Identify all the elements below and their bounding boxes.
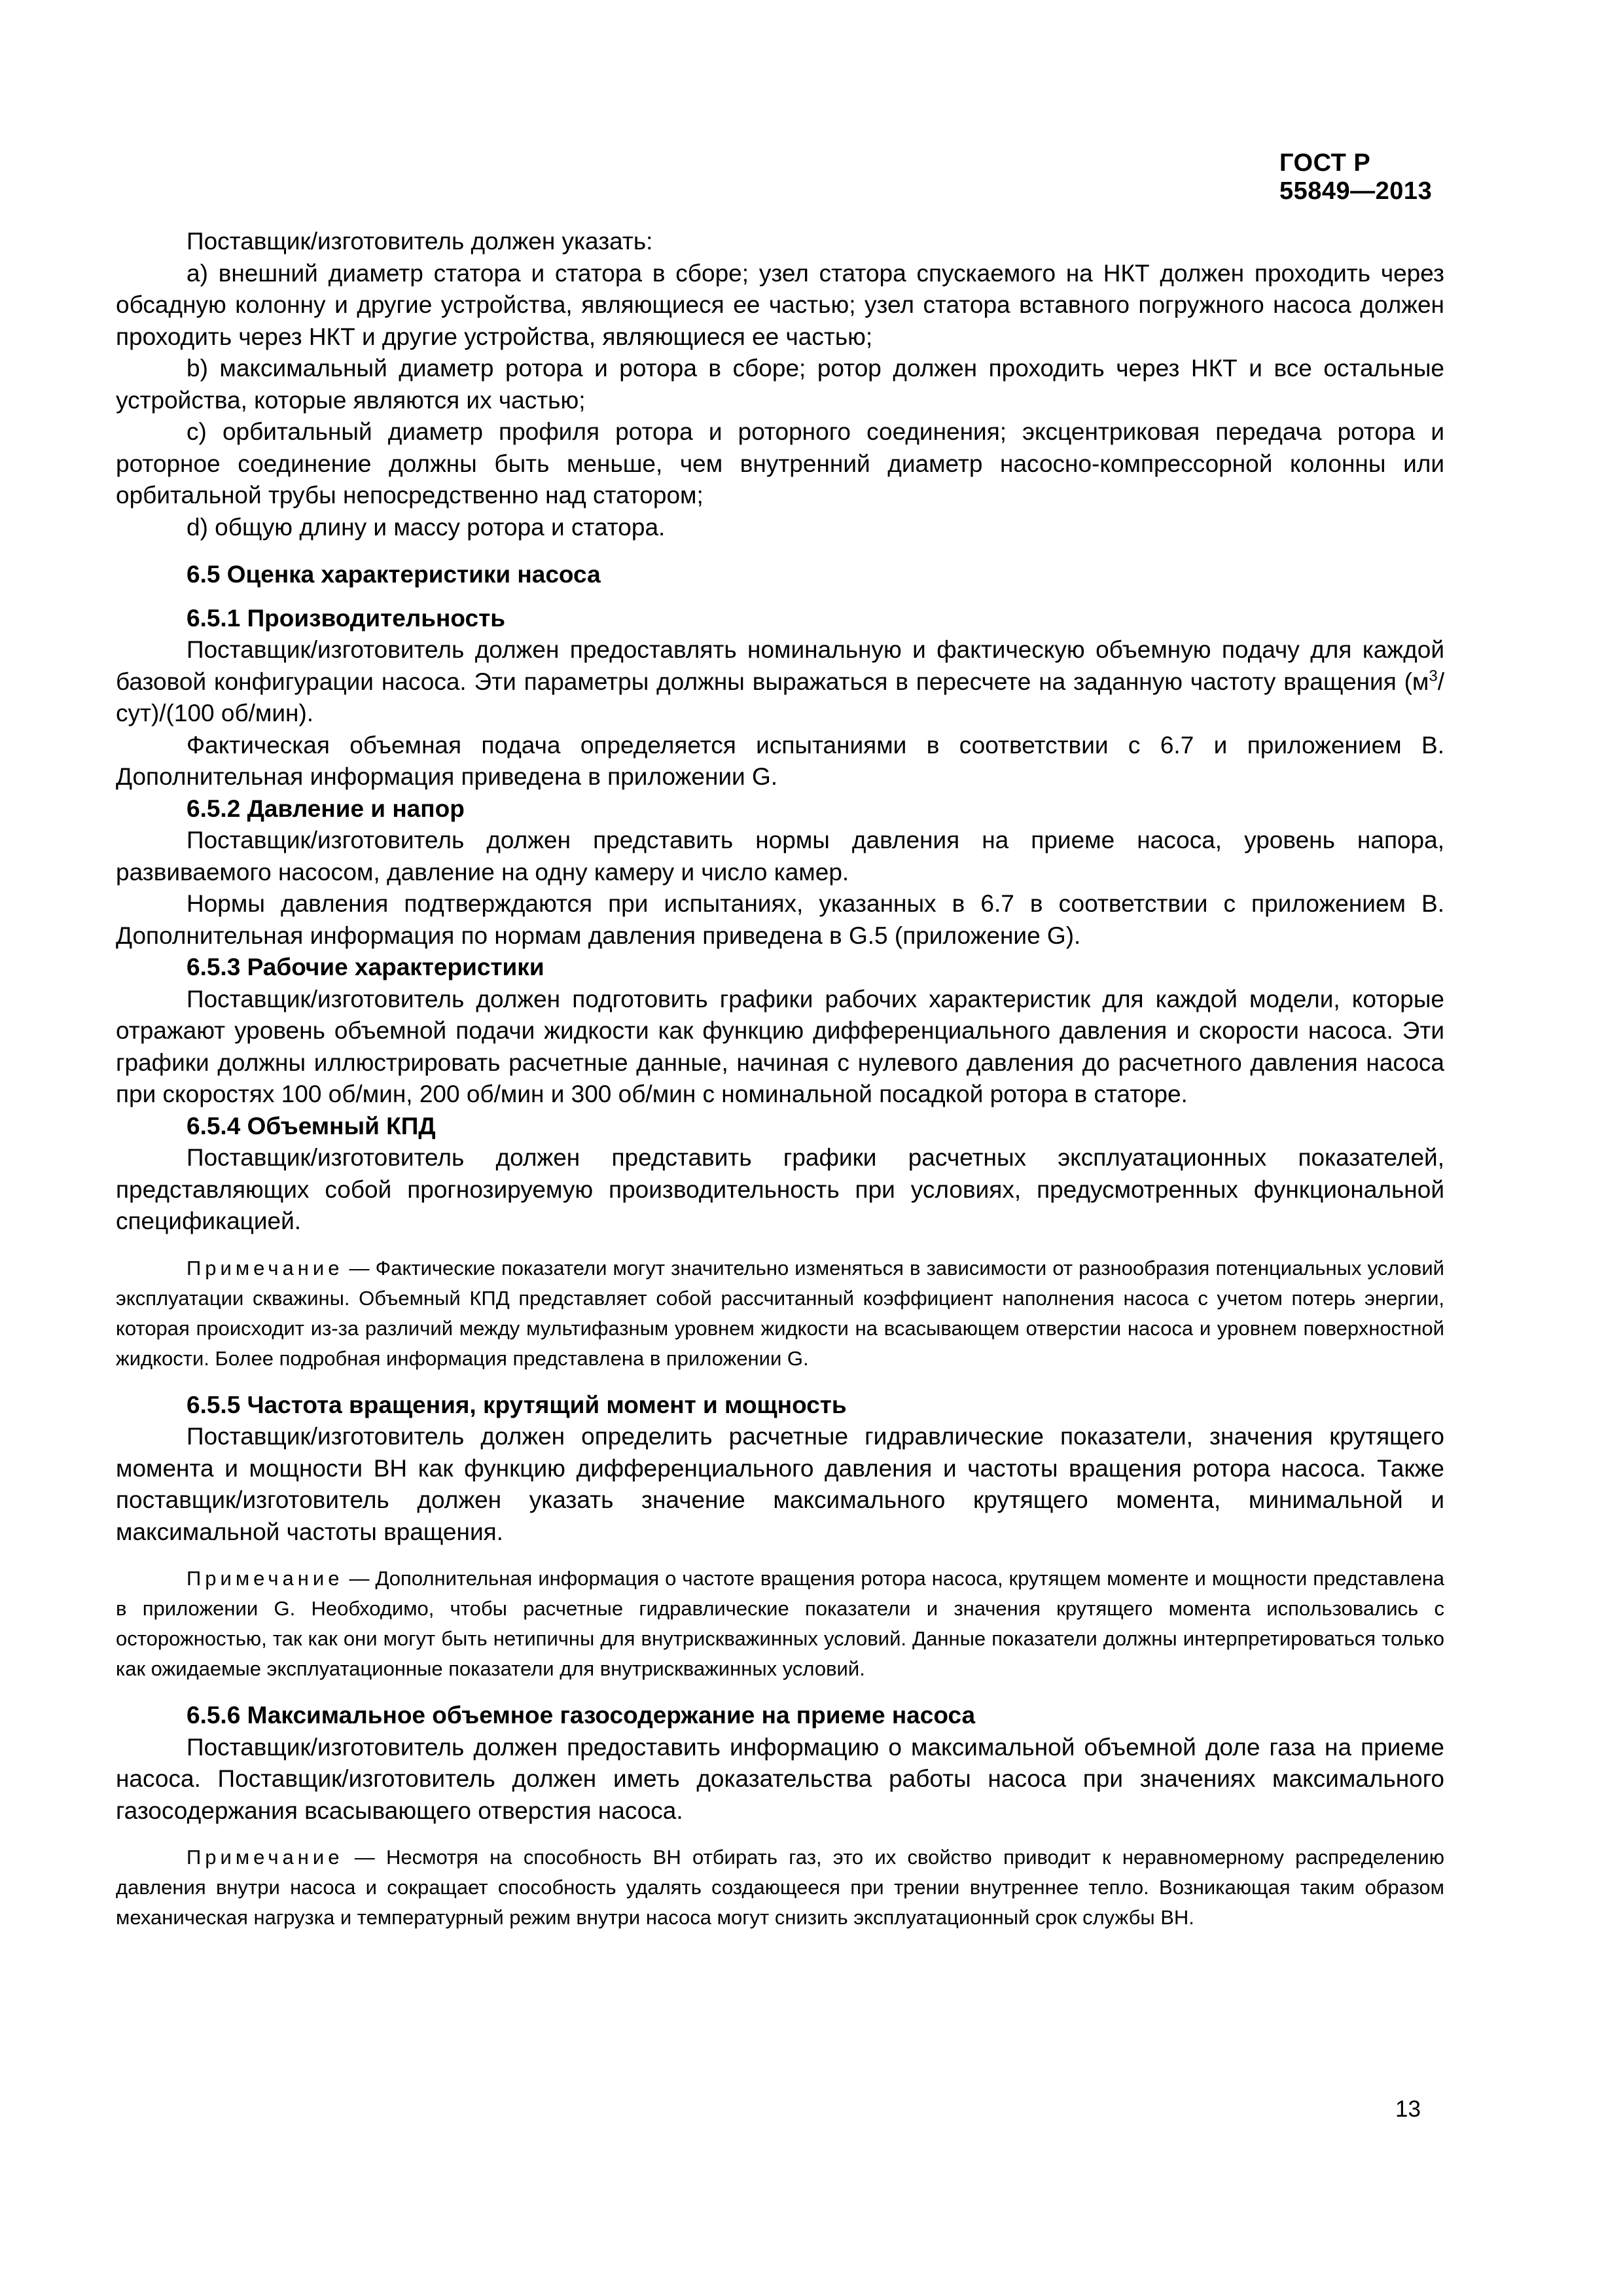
section-heading-6-5: 6.5 Оценка характеристики насоса <box>187 561 601 588</box>
s651-paragraph-2: Фактическая объемная подача определяется испытаниями в соответствии с 6.7 и приложением В. Дополнительная информация приведена в приложении G. <box>116 731 1444 790</box>
page-number: 13 <box>1395 2096 1421 2122</box>
section-heading-6-5-3: 6.5.3 Рабочие характеристики <box>187 954 544 980</box>
s652-paragraph-1: Поставщик/изготовитель должен представить нормы давления на приеме насоса, уровень напора, развиваемого насосом, давление на одну камеру и число камер. <box>116 827 1444 886</box>
section-heading-6-5-1: 6.5.1 Производительность <box>187 604 505 632</box>
s654-paragraph-1: Поставщик/изготовитель должен представить графики расчетных эксплуатационных показателей, представляющих собой прогнозируемую производительность при условиях, предусмотренных функциональной спецификацией. <box>116 1144 1444 1234</box>
s655-paragraph-1: Поставщик/изготовитель должен определить расчетные гидравлические показатели, значения крутящего момента и мощности ВН как функцию дифференциального давления и частоты вращения ротора насоса. Также поставщик/изготовитель должен указать значение максимального крутящего момента, минимальной и максимальной частоты вращения. <box>116 1423 1444 1545</box>
document-body <box>116 226 1444 1948</box>
intro-item-c: с) орбитальный диаметр профиля ротора и роторного соединения; эксцентриковая передача ротора и роторное соединение должны быть меньше, чем внутренний диаметр насосно-компрессорной колонны или орбитальной трубы непосредственно над статором; <box>116 418 1444 509</box>
intro-lead: Поставщик/изготовитель должен указать: <box>187 228 653 255</box>
section-heading-6-5-4: 6.5.4 Объемный КПД <box>187 1112 436 1139</box>
s651-p1-text-after: /сут)/(100 об/мин). <box>116 668 1444 726</box>
section-heading-6-5-2: 6.5.2 Давление и напор <box>187 795 465 822</box>
s652-paragraph-2: Нормы давления подтверждаются при испытаниях, указанных в 6.7 в соответствии с приложением В. Дополнительная информация по нормам давления приведена в G.5 (приложение G). <box>116 890 1444 949</box>
section-heading-6-5-5: 6.5.5 Частота вращения, крутящий момент и мощность <box>187 1391 847 1418</box>
intro-item-b: b) максимальный диаметр ротора и ротора в сборе; ротор должен проходить через НКТ и все остальные устройства, которые являются их частью; <box>116 355 1444 414</box>
s655-note-text: — Дополнительная информация о частоте вращения ротора насоса, крутящем моменте и мощности представлена в приложении G. Необходимо, чтобы расчетные гидравлические показатели и значения крутящего момента использовались с осторожностью, так как они могут быть нетипичны для внутрискважинных условий. Данные показатели должны интерпретироваться только как ожидаемые эксплуатационные показатели для внутрискважинных условий. <box>116 1567 1444 1680</box>
intro-item-a: а) внешний диаметр статора и статора в сборе; узел статора спускаемого на НКТ должен проходить через обсадную колонну и другие устройства, являющиеся ее частью; узел статора вставного погружного насоса должен проходить через НКТ и другие устройства, являющиеся ее частью; <box>116 259 1444 350</box>
s651-p1-superscript: 3 <box>1429 667 1438 685</box>
s656-note-text: — Несмотря на способность ВН отбирать газ, это их свойство приводит к неравномерному распределению давления внутри насоса и сокращает способность удалять создающееся при трении внутреннее тепло. Возникающая таким образом механическая нагрузка и температурный режим внутри насоса могут снизить эксплуатационный срок службы ВН. <box>116 1846 1444 1929</box>
s655-note <box>116 1564 1444 1684</box>
s651-paragraph-1 <box>116 634 1444 730</box>
intro-item-d: d) общую длину и массу ротора и статора. <box>187 513 666 541</box>
s656-paragraph-1: Поставщик/изготовитель должен предоставить информацию о максимальной объемной доле газа на приеме насоса. Поставщик/изготовитель должен иметь доказательства работы насоса при значениях максимального газосодержания всасывающего отверстия насоса. <box>116 1733 1444 1824</box>
s656-note-lead: Примечание <box>187 1846 344 1869</box>
document-header: ГОСТ Р 55849—2013 <box>1279 149 1433 205</box>
section-heading-6-5-6: 6.5.6 Максимальное объемное газосодержание на приеме насоса <box>187 1702 976 1729</box>
s654-note <box>116 1253 1444 1374</box>
s656-note <box>116 1842 1444 1933</box>
s655-note-lead: Примечание <box>187 1567 344 1590</box>
s654-note-lead: Примечание <box>187 1256 344 1280</box>
s651-p1-text-before: Поставщик/изготовитель должен предоставлять номинальную и фактическую объемную подачу для каждой базовой конфигурации насоса. Эти параметры должны выражаться в пересчете на заданную частоту вращения (м <box>116 636 1444 695</box>
s654-note-text: — Фактические показатели могут значительно изменяться в зависимости от разнообразия потенциальных условий эксплуатации скважины. Объемный КПД представляет собой рассчитанный коэффициент наполнения насоса с учетом потерь энергии, которая происходит из-за различий между мультифазным уровнем жидкости на всасывающем отверстии насоса и уровнем поверхностной жидкости. Более подробная информация представлена в приложении G. <box>116 1256 1444 1370</box>
s653-paragraph-1: Поставщик/изготовитель должен подготовить графики рабочих характеристик для каждой модели, которые отражают уровень объемной подачи жидкости как функцию дифференциального давления и скорости насоса. Эти графики должны иллюстрировать расчетные данные, начиная с нулевого давления до расчетного давления насоса при скоростях 100 об/мин, 200 об/мин и 300 об/мин с номинальной посадкой ротора в статоре. <box>116 985 1444 1107</box>
